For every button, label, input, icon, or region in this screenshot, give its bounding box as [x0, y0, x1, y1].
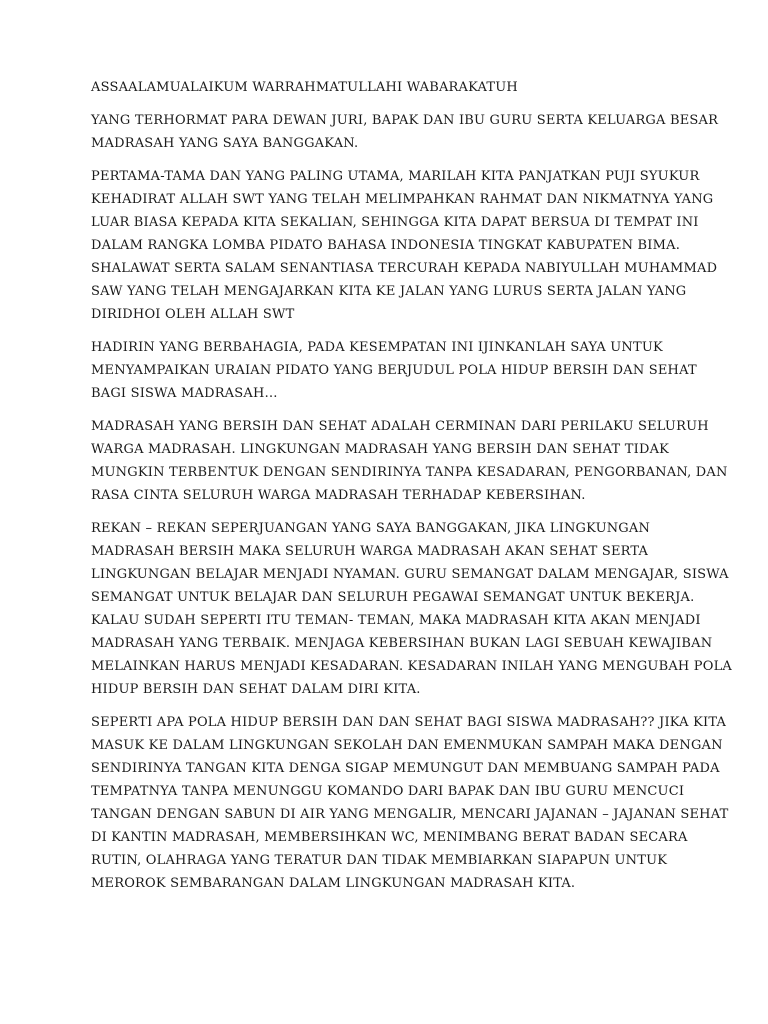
text-line: TANGAN DENGAN SABUN DI AIR YANG MENGALIR, MENCARI JAJANAN – JAJANAN SEHAT [91, 807, 729, 822]
text-line: MENYAMPAIKAN URAIAN PIDATO YANG BERJUDUL POLA HIDUP BERSIH DAN SEHAT [91, 363, 697, 378]
text-line: LINGKUNGAN BELAJAR MENJADI NYAMAN. GURU SEMANGAT DALAM MENGAJAR, SISWA [91, 567, 729, 582]
text-line: DIRIDHOI OLEH ALLAH SWT [91, 307, 295, 322]
text-line: MUNGKIN TERBENTUK DENGAN SENDIRINYA TANPA KESADARAN, PENGORBANAN, DAN [91, 465, 728, 480]
text-line: SEMANGAT UNTUK BELAJAR DAN SELURUH PEGAWAI SEMANGAT UNTUK BEKERJA. [91, 590, 695, 605]
text-line: KEHADIRAT ALLAH SWT YANG TELAH MELIMPAHKAN RAHMAT DAN NIKMATNYA YANG [91, 192, 714, 207]
text-line: TEMPATNYA TANPA MENUNGGU KOMANDO DARI BAPAK DAN IBU GURU MENCUCI [91, 784, 685, 799]
text-line: RASA CINTA SELURUH WARGA MADRASAH TERHADAP KEBERSIHAN. [91, 488, 586, 503]
paragraph-healthy-lifestyle [91, 711, 729, 895]
paragraph-salam [91, 76, 691, 99]
text-line: PERTAMA-TAMA DAN YANG PALING UTAMA, MARILAH KITA PANJATKAN PUJI SYUKUR [91, 169, 700, 184]
text-line: SENDIRINYA TANGAN KITA DENGA SIGAP MEMUNGUT DAN MEMBUANG SAMPAH PADA [91, 761, 720, 776]
text-line: ASSAALAMUALAIKUM WARRAHMATULLAHI WABARAKATUH [91, 80, 518, 95]
text-line: MADRASAH YANG SAYA BANGGAKAN. [91, 136, 359, 151]
text-line: MELAINKAN HARUS MENJADI KESADARAN. KESADARAN INILAH YANG MENGUBAH POLA [91, 659, 733, 674]
text-line: YANG TERHORMAT PARA DEWAN JURI, BAPAK DAN IBU GURU SERTA KELUARGA BESAR [91, 113, 719, 128]
text-line: MASUK KE DALAM LINGKUNGAN SEKOLAH DAN EMENMUKAN SAMPAH MAKA DENGAN [91, 738, 723, 753]
text-line: BAGI SISWA MADRASAH… [91, 386, 278, 401]
text-line: RUTIN, OLAHRAGA YANG TERATUR DAN TIDAK MEMBIARKAN SIAPAPUN UNTUK [91, 853, 668, 868]
text-line: REKAN – REKAN SEPERJUANGAN YANG SAYA BANGGAKAN, JIKA LINGKUNGAN [91, 521, 651, 536]
text-line: DALAM RANGKA LOMBA PIDATO BAHASA INDONESIA TINGKAT KABUPATEN BIMA. [91, 238, 681, 253]
paragraph-greeting [91, 109, 719, 155]
text-line: WARGA MADRASAH. LINGKUNGAN MADRASAH YANG BERSIH DAN SEHAT TIDAK [91, 442, 670, 457]
text-line: SAW YANG TELAH MENGAJARKAN KITA KE JALAN YANG LURUS SERTA JALAN YANG [91, 284, 687, 299]
text-line: MADRASAH YANG BERSIH DAN SEHAT ADALAH CERMINAN DARI PERILAKU SELURUH [91, 419, 709, 434]
text-line: MADRASAH BERSIH MAKA SELURUH WARGA MADRASAH AKAN SEHAT SERTA [91, 544, 649, 559]
text-line: HADIRIN YANG BERBAHAGIA, PADA KESEMPATAN INI IJINKANLAH SAYA UNTUK [91, 340, 663, 355]
paragraph-opening [91, 165, 718, 326]
text-line: KALAU SUDAH SEPERTI ITU TEMAN- TEMAN, MAKA MADRASAH KITA AKAN MENJADI [91, 613, 701, 628]
text-line: LUAR BIASA KEPADA KITA SEKALIAN, SEHINGGA KITA DAPAT BERSUA DI TEMPAT INI [91, 215, 699, 230]
text-line: MEROROK SEMBARANGAN DALAM LINGKUNGAN MADRASAH KITA. [91, 876, 576, 891]
text-line: DI KANTIN MADRASAH, MEMBERSIHKAN WC, MENIMBANG BERAT BADAN SECARA [91, 830, 688, 845]
text-line: SHALAWAT SERTA SALAM SENANTIASA TERCURAH KEPADA NABIYULLAH MUHAMMAD [91, 261, 718, 276]
paragraph-clean-madrasah [91, 415, 728, 507]
paragraph-introduction [91, 336, 697, 405]
document-page [91, 76, 733, 905]
text-line: MADRASAH YANG TERBAIK. MENJAGA KEBERSIHAN BUKAN LAGI SEBUAH KEWAJIBAN [91, 636, 713, 651]
text-line: HIDUP BERSIH DAN SEHAT DALAM DIRI KITA. [91, 682, 421, 697]
text-line: SEPERTI APA POLA HIDUP BERSIH DAN DAN SEHAT BAGI SISWA MADRASAH?? JIKA KITA [91, 715, 727, 730]
paragraph-colleagues [91, 517, 733, 701]
